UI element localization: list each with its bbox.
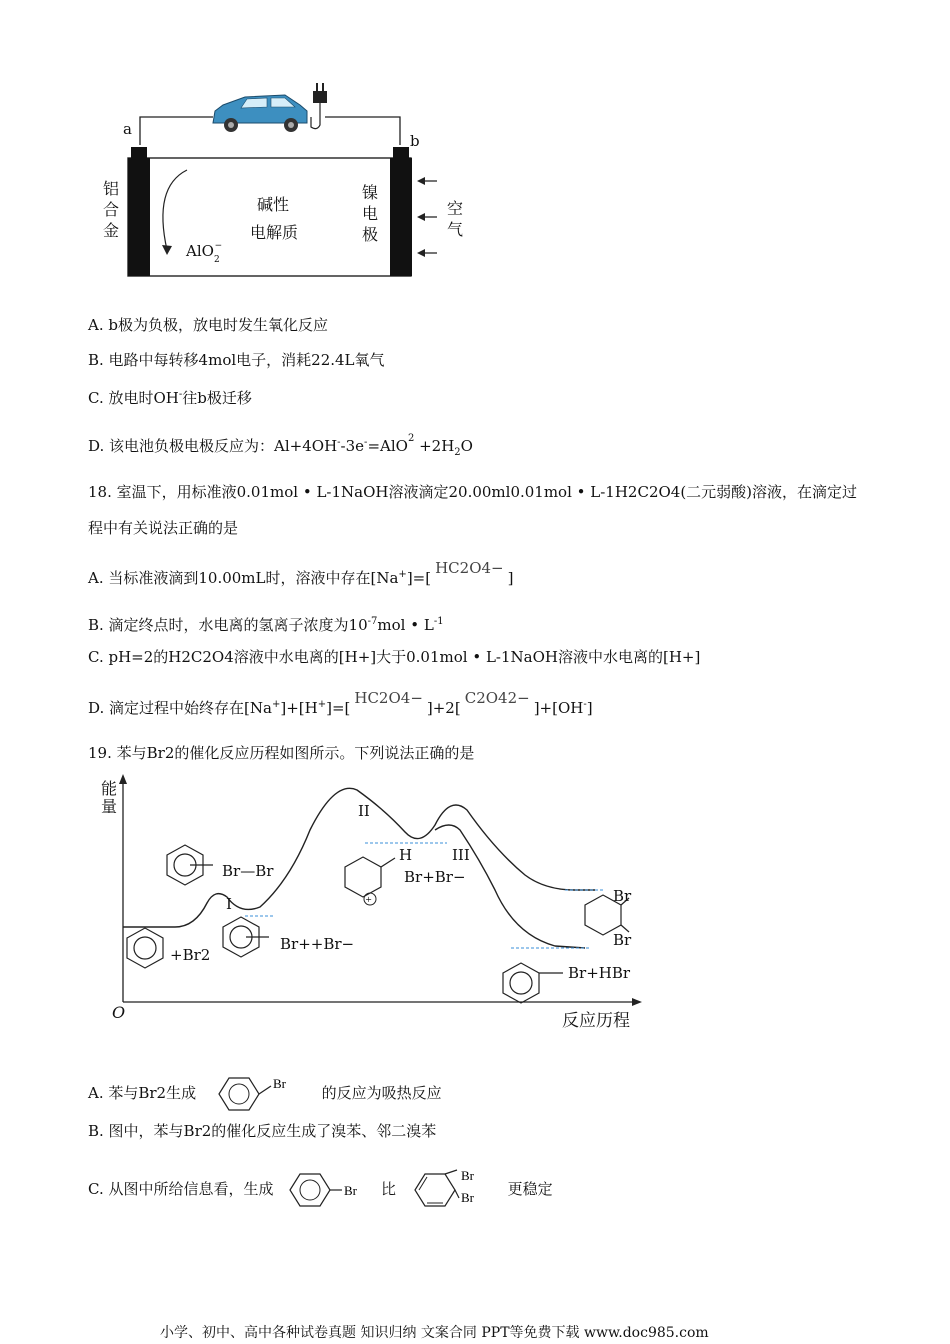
page-footer: 小学、初中、高中各种试卷真题 知识归纳 文案合同 PPT等免费下载 www.doc985.com	[160, 1325, 709, 1341]
aluminum-alloy-label: 铝合金	[103, 179, 120, 240]
q18-option-d: D. 滴定过程中始终存在[Na+]+[H+]=[HC2O4−]+2[C2O42−]+[OH-]	[88, 689, 593, 717]
electrolyte-line1: 碱性	[257, 195, 290, 214]
species-dibromo-bottom: Br	[613, 931, 632, 949]
nickel-electrode-label: 镍电极	[362, 183, 379, 244]
energy-profile-diagram	[95, 770, 655, 1035]
species-benzene-br2: +Br2	[170, 946, 211, 964]
q18-option-c: C. pH=2的H2C2O4溶液中水电离的[H+]大于0.01mol • L-1NaOH溶液中水电离的[H+]	[88, 648, 701, 666]
plug-icon	[311, 83, 327, 129]
origin-label: O	[112, 1003, 126, 1022]
q17-option-d: D. 该电池负极电极反应为：$Al+4OH^--3e^-=AlO^2 +2H_2O$	[88, 433, 473, 458]
label-I: I	[226, 895, 232, 913]
label-b: b	[410, 132, 420, 150]
bromobenzene-structure	[286, 1170, 368, 1210]
svg-text:+: +	[365, 894, 372, 906]
q17-option-b: B. 电路中每转移4mol电子，消耗22.4L氧气	[88, 351, 385, 369]
reaction-axis-label: 反应历程	[562, 1011, 630, 1031]
q17-option-c: C. 放电时OH-往b极迁移	[88, 389, 252, 407]
svg-text:Br: Br	[344, 1183, 358, 1198]
aluminate-ion: AlO$_2$−	[186, 241, 223, 265]
air-label: 空气	[447, 199, 464, 239]
q19-option-b: B. 图中，苯与Br2的催化反应生成了溴苯、邻二溴苯	[88, 1122, 437, 1140]
svg-text:Br: Br	[460, 1168, 474, 1183]
q17-option-a: A. b极为负极，放电时发生氧化反应	[88, 316, 328, 334]
car-icon	[213, 95, 307, 132]
species-h: H	[399, 846, 413, 864]
q19-stem: 19. 苯与Br2的催化反应历程如图所示。下列说法正确的是	[88, 744, 475, 762]
q18-stem-line1: 18. 室温下，用标准液0.01mol • L-1NaOH溶液滴定20.00ml0.01mol • L-1H2C2O4(二元弱酸)溶液，在滴定过	[88, 483, 858, 501]
q19-option-a: A. 苯与Br2生成 Br 的反应为吸热反应	[88, 1074, 442, 1114]
dibromocyclohexadiene-structure	[411, 1168, 493, 1212]
q18-option-a: A. 当标准液滴到10.00mL时，溶液中存在[Na+]=[HC2O4−]	[88, 559, 514, 587]
svg-text:Br: Br	[272, 1076, 286, 1091]
species-bromonium: Br++Br−	[280, 935, 355, 953]
species-bromobenzene: Br+HBr	[568, 964, 631, 982]
label-III: III	[452, 846, 470, 864]
q18-stem-line2: 程中有关说法正确的是	[88, 519, 239, 537]
benzene-ring-icon	[127, 845, 621, 1003]
species-dibromo-top: Br	[613, 887, 632, 905]
species-sigma-complex: Br+Br−	[404, 868, 466, 886]
label-a: a	[123, 120, 132, 138]
electrolyte-line2: 电解质	[250, 223, 299, 242]
svg-text:Br: Br	[460, 1190, 474, 1205]
label-II: II	[358, 802, 370, 820]
q18-option-b: B. 滴定终点时，水电离的氢离子浓度为$10^{-7}mol$ • $L^{-1}$	[88, 616, 444, 634]
species-br-br: Br—Br	[222, 862, 274, 880]
bromobenzene-structure	[213, 1074, 305, 1114]
q19-option-c: C. 从图中所给信息看，生成 Br 比 Br Br 更稳定	[88, 1168, 553, 1212]
battery-diagram	[95, 75, 485, 285]
energy-axis-label: 能量	[101, 779, 118, 816]
